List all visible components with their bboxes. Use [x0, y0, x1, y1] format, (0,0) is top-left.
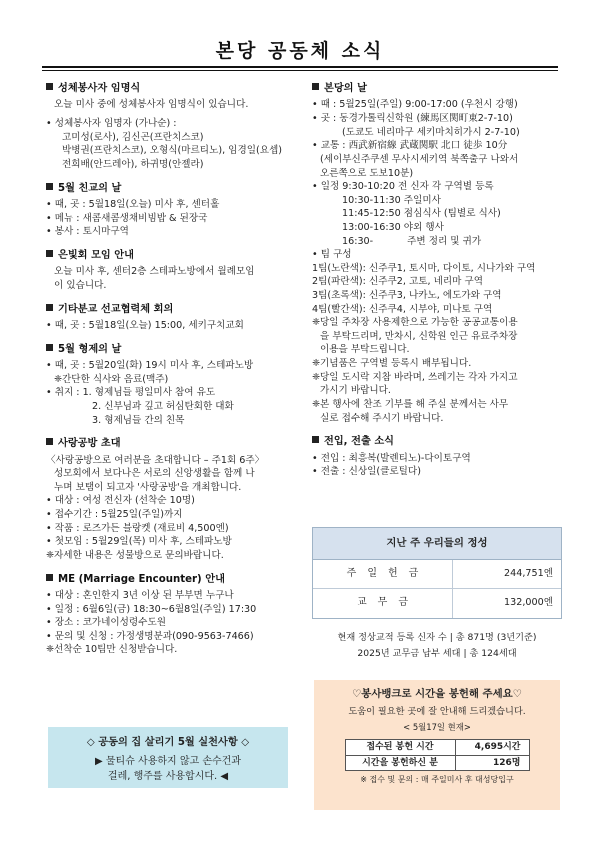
note-line: ❈당일 도시락 지참 바라며, 쓰레기는 각자 가지고 [312, 371, 518, 383]
text-line: 성모회에서 보다나은 서로의 신앙생활을 함께 나 [54, 468, 255, 480]
section-transfers [312, 435, 562, 479]
text-line: ❈자세한 내용은 성물방으로 문의바랍니다. [46, 549, 224, 561]
text-line: • 취지 : 1. 형제님들 평일미사 참여 유도 [46, 387, 216, 399]
title-rule-thick [42, 66, 558, 68]
square-bullet-icon [312, 436, 319, 443]
text-line: • 메뉴 : 새콤새콤생채비빔밥 & 된장국 [46, 212, 208, 224]
text-line: • 곳 : 동경가톨릭신학원 (練馬区関町東2-7-10) [312, 113, 513, 125]
text-line: • 때 : 5월25일(주일) 9:00-17:00 (우천시 강행) [312, 99, 518, 111]
table-cell-label: 시간을 봉헌하신 분 [345, 755, 455, 771]
section-heading: ME (Marriage Encounter) 안내 [58, 573, 225, 585]
common-home-callout [48, 727, 288, 788]
stats-label: 교무금 [313, 589, 453, 618]
text-line: • 대상 : 혼인한지 3년 이상 된 부부면 누구나 [46, 590, 234, 602]
text-line: (도쿄도 네리마구 세키마치히가시 2-7-10) [342, 126, 520, 138]
registration-info [312, 630, 562, 662]
text-line: • 교통 : 西武新宿線 武蔵関駅 北口 徒歩 10分 [312, 140, 508, 152]
square-bullet-icon [46, 574, 53, 581]
text-line: • 팀 구성 [312, 249, 352, 261]
section-brothers-day [46, 343, 298, 428]
callout-line: 걸레, 행주를 사용합시다. ◀ [107, 770, 229, 782]
text-line: • 전입 : 최흥복(발렌티노)-다이토구역 [312, 452, 471, 464]
time-bank-subtitle: 도움이 필요한 곳에 잘 안내해 드리겠습니다. [348, 705, 526, 717]
section-heading: 전입, 전출 소식 [324, 436, 395, 448]
left-column [46, 82, 298, 667]
section-heading: 성체봉사자 임명식 [58, 83, 141, 94]
stats-value: 132,000엔 [504, 597, 553, 609]
note-line: 실로 접수해 주시기 바랍니다. [320, 412, 444, 424]
square-bullet-icon [312, 83, 319, 90]
square-bullet-icon [46, 250, 53, 257]
text-line: • 성체봉사자 임명자 (가나순) : [46, 118, 177, 130]
schedule-text: 주변 정리 및 귀가 [407, 235, 482, 247]
text-line: 13:00-16:30 야외 행사 [342, 221, 444, 233]
table-row [345, 739, 529, 755]
text-line: 오늘 미사 후, 센터2층 스테파노방에서 월례모임 [54, 266, 255, 278]
note-line: 을 부탁드리며, 만차시, 신학원 인근 유료주차장 [320, 330, 518, 342]
team-line: 4팀(빨간색): 신주쿠4, 시부야, 미나토 구역 [312, 303, 493, 315]
table-cell-value: 4,695시간 [455, 739, 529, 755]
text-line: 이 있습니다. [54, 279, 107, 291]
offering-stats-box [312, 527, 562, 619]
section-fellowship-day [46, 182, 298, 239]
text-line: 3. 형제님들 간의 친목 [92, 414, 185, 426]
section-heading: 기타분교 선교협력체 회의 [58, 303, 174, 315]
stats-title: 지난 주 우리들의 정성 [313, 528, 561, 560]
page-title: 본당 공동체 소식 [215, 40, 385, 62]
registration-line: 2025년 교무금 납부 세대 | 총 124세대 [357, 648, 517, 660]
stats-row [313, 560, 561, 589]
section-heading: 5월 형제의 날 [58, 343, 122, 355]
text-line: • 장소 : 코가네이성령수도원 [46, 617, 166, 629]
time-bank-table [345, 739, 530, 772]
section-love-workshop [46, 437, 298, 562]
square-bullet-icon [46, 304, 53, 311]
note-line: ❈본 행사에 찬조 기부를 해 주실 분께서는 사무 [312, 398, 509, 410]
table-row [345, 755, 529, 771]
text-line: 11:45-12:50 점심식사 (팀별로 식사) [342, 208, 501, 220]
team-line: 3팀(초록색): 신주쿠3, 나카노, 에도가와 구역 [312, 290, 502, 302]
section-heading: 사랑공방 초대 [58, 438, 121, 450]
text-line: ❈선착순 10팀만 신청받습니다. [46, 644, 178, 656]
text-line: 누며 보탬이 되고자 '사랑공방'을 개최합니다. [54, 481, 242, 493]
text-line: • 때, 곳 : 5월18일(오늘) 미사 후, 센터홀 [46, 199, 220, 211]
section-heading: 은빛회 모임 안내 [58, 249, 134, 261]
text-line [312, 235, 562, 249]
text-line: • 일정 : 6월6일(금) 18:30~6월8일(주일) 17:30 [46, 603, 257, 615]
callout-title: ◇ 공동의 집 살리기 5월 실천사항 ◇ [86, 737, 250, 748]
note-line: 가시기 바랍니다. [320, 385, 391, 397]
note-line: ❈당일 주차장 사용제한으로 가능한 공공교통이용 [312, 317, 518, 329]
text-line: ❈간단한 식사와 음료(맥주) [54, 373, 169, 385]
square-bullet-icon [46, 344, 53, 351]
right-column [312, 82, 562, 489]
text-line: • 때, 곳 : 5월20일(화) 19시 미사 후, 스테파노방 [46, 360, 254, 372]
text-line: • 봉사 : 토시마구역 [46, 226, 129, 238]
section-mission-meeting [46, 303, 298, 333]
square-bullet-icon [46, 183, 53, 190]
text-line: • 작품 : 로즈가든 블랑켓 (재료비 4,500엔) [46, 522, 229, 534]
note-line: ❈기념품은 구역별 등록시 배부됩니다. [312, 358, 472, 370]
text-line: 10:30-11:30 주일미사 [342, 194, 441, 206]
stats-value: 244,751엔 [504, 567, 553, 579]
text-line: 〈사랑공방으로 여러분을 초대합니다 – 주1회 6주〉 [46, 454, 265, 466]
team-line: 2팀(파란색): 신주쿠2, 고토, 네리마 구역 [312, 276, 483, 288]
text-line: • 첫모임 : 5월29일(목) 미사 후, 스테파노방 [46, 536, 232, 548]
text-line: (세이부신주쿠센 무사시세키역 북쪽출구 나와서 [320, 153, 519, 165]
stats-row [313, 589, 561, 618]
stats-label: 주일헌금 [313, 560, 453, 588]
text-line: 오늘 미사 중에 성체봉사자 임명식이 있습니다. [54, 99, 249, 111]
time-bank-note: ※ 접수 및 문의 : 매 주일미사 후 대성당입구 [360, 775, 514, 785]
time-bank-box [314, 680, 560, 810]
text-line: 2. 신부님과 깊고 허심탄회한 대화 [92, 400, 234, 412]
section-marriage-encounter [46, 573, 298, 658]
table-cell-value: 126명 [455, 755, 529, 771]
square-bullet-icon [46, 83, 53, 90]
title-rule-thin [42, 70, 558, 71]
text-line: • 문의 및 신청 : 가정생명분과(090-9563-7466) [46, 630, 254, 642]
team-line: 1팀(노란색): 신주쿠1, 토시마, 다이토, 시나가와 구역 [312, 262, 536, 274]
time-bank-title: ♡봉사뱅크로 시간을 봉헌해 주세요♡ [351, 688, 522, 700]
text-line: 고미성(로사), 김신곤(프란치스코) [62, 131, 204, 143]
text-line: • 대상 : 여성 전신자 (선착순 10명) [46, 495, 195, 507]
schedule-time: 16:30- [342, 235, 374, 247]
section-silver-club [46, 249, 298, 293]
text-line: • 때, 곳 : 5월18일(오늘) 15:00, 세키구치교회 [46, 320, 244, 332]
note-line: 이용을 부탁드립니다. [320, 344, 410, 356]
text-line: 오른쪽으로 도보10분) [320, 167, 414, 179]
time-bank-date: < 5월17일 현재> [403, 721, 471, 732]
text-line: • 접수기간 : 5월25일(주일)까지 [46, 509, 183, 521]
square-bullet-icon [46, 438, 53, 445]
table-cell-label: 접수된 봉헌 시간 [345, 739, 455, 755]
section-eucharistic-ministers [46, 82, 298, 172]
section-parish-day [312, 82, 562, 425]
text-line: 박병권(프란치스코), 오형식(마르티노), 임경일(요셉) [62, 145, 283, 157]
callout-line: ▶ 물티슈 사용하지 않고 손수건과 [95, 756, 241, 768]
section-heading: 본당의 날 [324, 83, 367, 94]
section-heading: 5월 친교의 날 [58, 182, 122, 194]
text-line: 전희배(안드레아), 하귀명(안젤라) [62, 158, 204, 170]
text-line: • 일정 9:30-10:20 전 신자 각 구역별 등록 [312, 181, 494, 193]
text-line: • 전출 : 신상일(클로틸다) [312, 466, 421, 478]
registration-line: 현재 정상교적 등록 신자 수 | 총 871명 (3년기준) [337, 632, 537, 643]
